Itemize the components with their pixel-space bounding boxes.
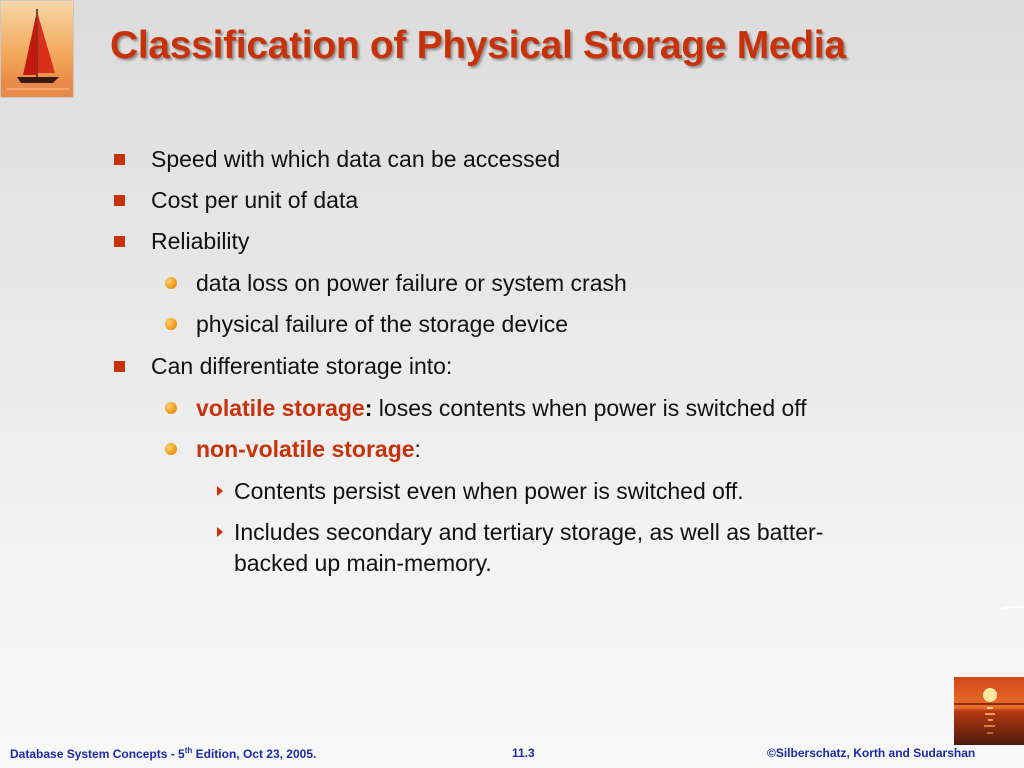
triangle-bullet-icon — [217, 486, 223, 496]
sub-bullet-data-loss: data loss on power failure or system crash — [196, 270, 627, 297]
dot-bullet-icon — [165, 443, 177, 455]
bullet-speed: Speed with which data can be accessed — [151, 146, 560, 173]
sub-sub-bullet-includes-continued: backed up main-memory. — [234, 550, 492, 576]
slide-title: Classification of Physical Storage Media — [110, 24, 846, 67]
footer-page-number: 11.3 — [512, 746, 535, 760]
sub-sub-bullet-includes: Includes secondary and tertiary storage, as well as batter- — [234, 519, 823, 546]
sunset-logo-icon — [954, 677, 1024, 745]
dot-bullet-icon — [165, 318, 177, 330]
sub-bullet-volatile: volatile storage: loses contents when power is switched off — [196, 395, 807, 422]
dot-bullet-icon — [165, 402, 177, 414]
sub-bullet-non-volatile: non-volatile storage: — [196, 436, 421, 463]
bullet-cost: Cost per unit of data — [151, 187, 358, 214]
footer-book-info: Database System Concepts - 5th Edition, Oct 23, 2005. — [10, 746, 317, 761]
square-bullet-icon — [114, 236, 125, 247]
bullet-reliability: Reliability — [151, 228, 249, 255]
footer-copyright: ©Silberschatz, Korth and Sudarshan — [767, 746, 976, 760]
square-bullet-icon — [114, 361, 125, 372]
term-volatile-storage: volatile storage — [196, 395, 365, 421]
bullet-differentiate: Can differentiate storage into: — [151, 353, 452, 380]
decorative-swoosh — [996, 606, 1024, 618]
sub-sub-bullet-persist: Contents persist even when power is switched off. — [234, 478, 744, 505]
dot-bullet-icon — [165, 277, 177, 289]
square-bullet-icon — [114, 154, 125, 165]
sailboat-logo-icon — [0, 0, 74, 98]
triangle-bullet-icon — [217, 527, 223, 537]
square-bullet-icon — [114, 195, 125, 206]
term-non-volatile-storage: non-volatile storage — [196, 436, 415, 462]
sub-bullet-physical-failure: physical failure of the storage device — [196, 311, 568, 338]
